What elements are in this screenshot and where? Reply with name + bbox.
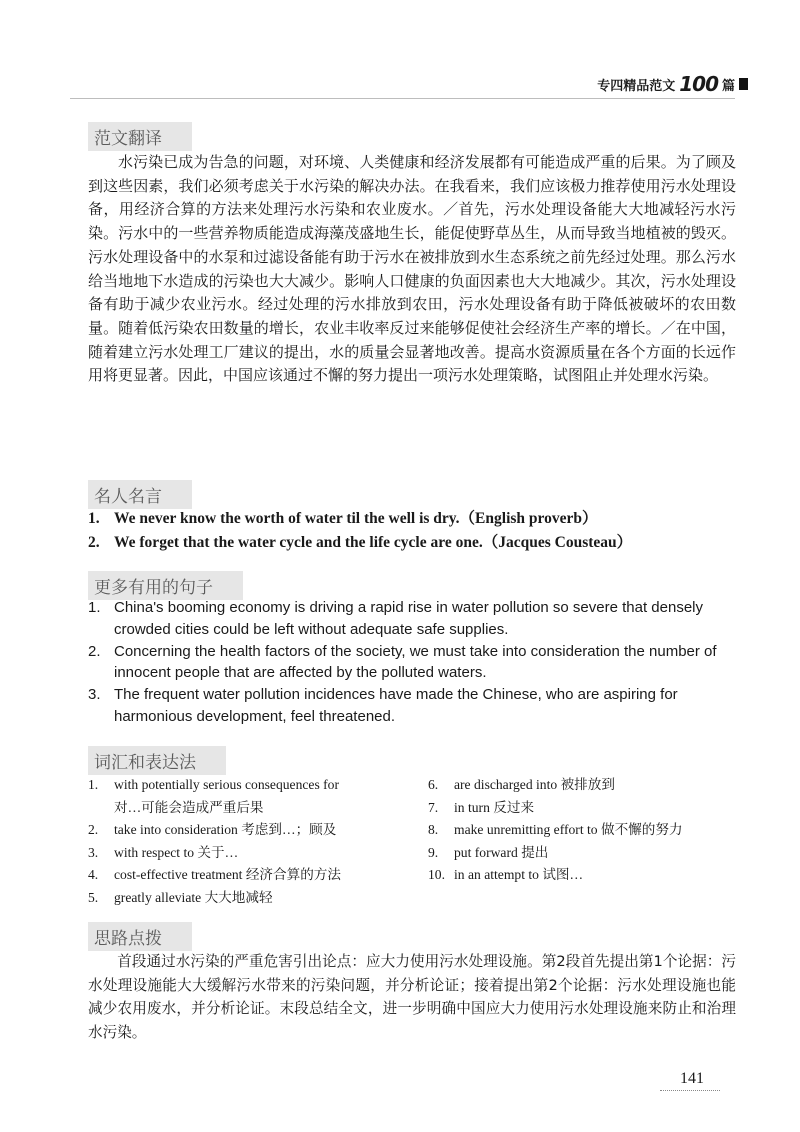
quotes-heading: 名人名言 (88, 480, 192, 509)
translation-heading: 范文翻译 (88, 122, 192, 151)
list-item: 10. in an attempt to 试图… (428, 867, 584, 883)
list-item: 1. We never know the worth of water til the well is dry.（English proverb） (88, 510, 598, 527)
list-item: 3. The frequent water pollution incidences have made the Chinese, who are aspiring for harmonious development, feel threatened. (88, 686, 678, 725)
translation-paragraph: 水污染已成为告急的问题，对环境、人类健康和经济发展都有可能造成严重的后果。为了顾及到这些因素，我们必须考虑关于水污染的解决办法。在我看来，我们应该极力推荐使用污水处理设备，用经济合算的方法来处理污水污染和农业废水。／首先，污水处理设备能大大地减轻污水污染。污水中的一些营养物质能造成海藻茂盛地生长，能促使野草丛生，从而导致当地植被的毁灭。污水处理设备中的水泵和过滤设备能有助于污水在被排放到水生态系统之前先经过处理。那么污水给当地地下水造成的污染也大大减少。影响人口健康的负面因素也大大地减少。其次，污水处理设备有助于减少农业污水。经过处理的污水排放到农田，污水处理设备有助于降低被破坏的农田数量。随着低污染农田数量的增长，农业丰收率反过来能够促使社会经济生产率的增长。／在中国，随着建立污水处理工厂建议的提出，水的质量会显著地改善。提高水资源质量在各个方面的长远作用将更显著。因此，中国应该通过不懈的努力提出一项污水处理策略，试图阻止并处理水污染。 (88, 153, 736, 385)
list-item: 2. We forget that the water cycle and the life cycle are one.（Jacques Cousteau） (88, 534, 633, 551)
list-item: 7. in turn 反过来 (428, 799, 535, 815)
header-rule (70, 98, 735, 99)
vocabulary-left-column (88, 774, 408, 910)
list-item: 1. with potentially serious consequences for (88, 777, 339, 792)
list-item: 2. Concerning the health factors of the society, we must take into consideration the number of innocent people that are affected by the polluted waters. (88, 642, 717, 682)
list-item-continuation: 对…可能会造成严重后果 (114, 799, 264, 815)
vocabulary-right-column (428, 774, 748, 887)
header-square-mark (739, 78, 748, 90)
list-item: 5. greatly alleviate 大大地减轻 (88, 889, 273, 905)
running-header (597, 72, 748, 96)
list-item: 2. take into consideration 考虑到…；顾及 (88, 822, 337, 838)
sentences-list (88, 597, 738, 728)
list-item: 4. cost-effective treatment 经济合算的方法 (88, 867, 341, 883)
hints-heading: 思路点拨 (88, 922, 192, 951)
series-title: 专四精品范文 (597, 78, 676, 94)
page-number: 141 (680, 1070, 704, 1087)
list-item: 1. China's booming economy is driving a rapid rise in water pollution so severe that densely crowded cities could be left without adequate safe supplies. (88, 599, 704, 638)
list-item: 8. make unremitting effort to 做不懈的努力 (428, 822, 683, 838)
series-logo: 100 (679, 72, 718, 96)
series-suffix: 篇 (721, 78, 735, 94)
list-item: 9. put forward 提出 (428, 844, 549, 860)
quotes-list (88, 507, 738, 555)
page-number-underline (660, 1090, 720, 1093)
list-item: 6. are discharged into 被排放到 (428, 777, 615, 792)
hints-paragraph: 首段通过水污染的严重危害引出论点：应大力使用污水处理设施。第2段首先提出第1个论据：污水处理设施能大大缓解污水带来的污染问题，并分析论证；接着提出第2个论据：污水处理设施也能减少农用废水，并分析论证。末段总结全文，进一步明确中国应大力使用污水处理设施来防止和治理水污染。 (88, 953, 736, 1041)
vocabulary-heading: 词汇和表达法 (88, 746, 226, 775)
list-item: 3. with respect to 关于… (88, 844, 239, 860)
sentences-heading: 更多有用的句子 (88, 571, 243, 600)
